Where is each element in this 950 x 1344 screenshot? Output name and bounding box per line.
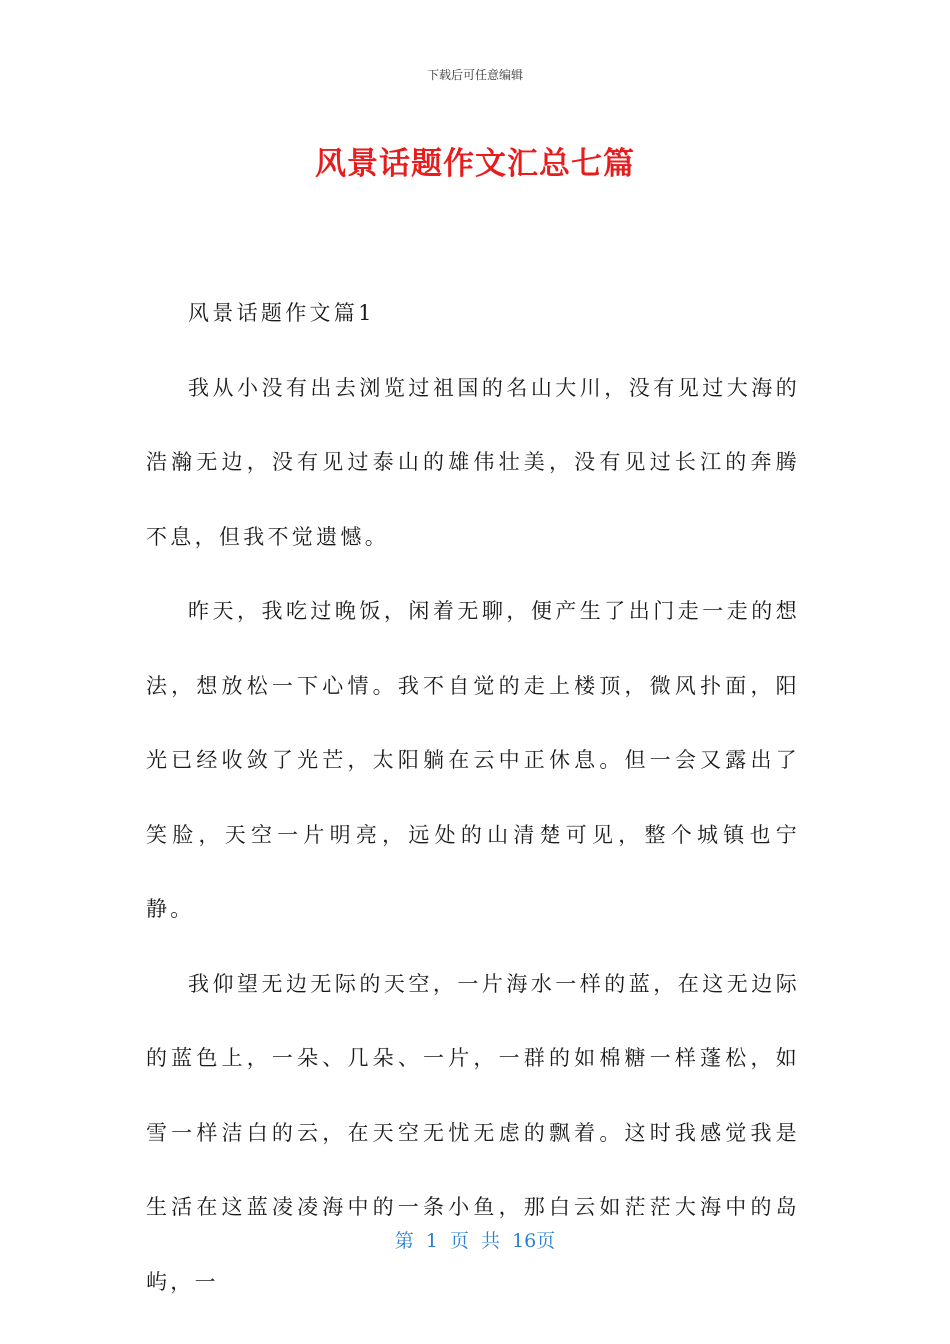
document-body bbox=[146, 276, 800, 1319]
page-number-footer: 第 1 页 共 16页 bbox=[394, 1230, 556, 1252]
paragraph: 我仰望无边无际的天空，一片海水一样的蓝，在这无边际的蓝色上，一朵、几朵、一片，一群的如棉糖一样蓬松，如雪一样洁白的云，在天空无忧无虑的飘着。这时我感觉我是生活在这蓝凌凌海中的一条小鱼，那白云如茫茫大海中的岛屿，一 bbox=[146, 971, 800, 1294]
section-heading: 风景话题作文篇1 bbox=[188, 301, 375, 325]
paragraph: 我从小没有出去浏览过祖国的名山大川，没有见过大海的浩瀚无边，没有见过泰山的雄伟壮美，没有见过长江的奔腾不息，但我不觉遗憾。 bbox=[146, 375, 800, 549]
document-title: 风景话题作文汇总七篇 bbox=[315, 146, 635, 182]
header-note: 下载后可任意编辑 bbox=[426, 68, 523, 82]
paragraph: 昨天，我吃过晚饭，闲着无聊，便产生了出门走一走的想法，想放松一下心情。我不自觉的走上楼顶，微风扑面，阳光已经收敛了光芒，太阳躺在云中正休息。但一会又露出了笑脸，天空一片明亮，远处的山清楚可见，整个城镇也宁静。 bbox=[146, 599, 800, 921]
